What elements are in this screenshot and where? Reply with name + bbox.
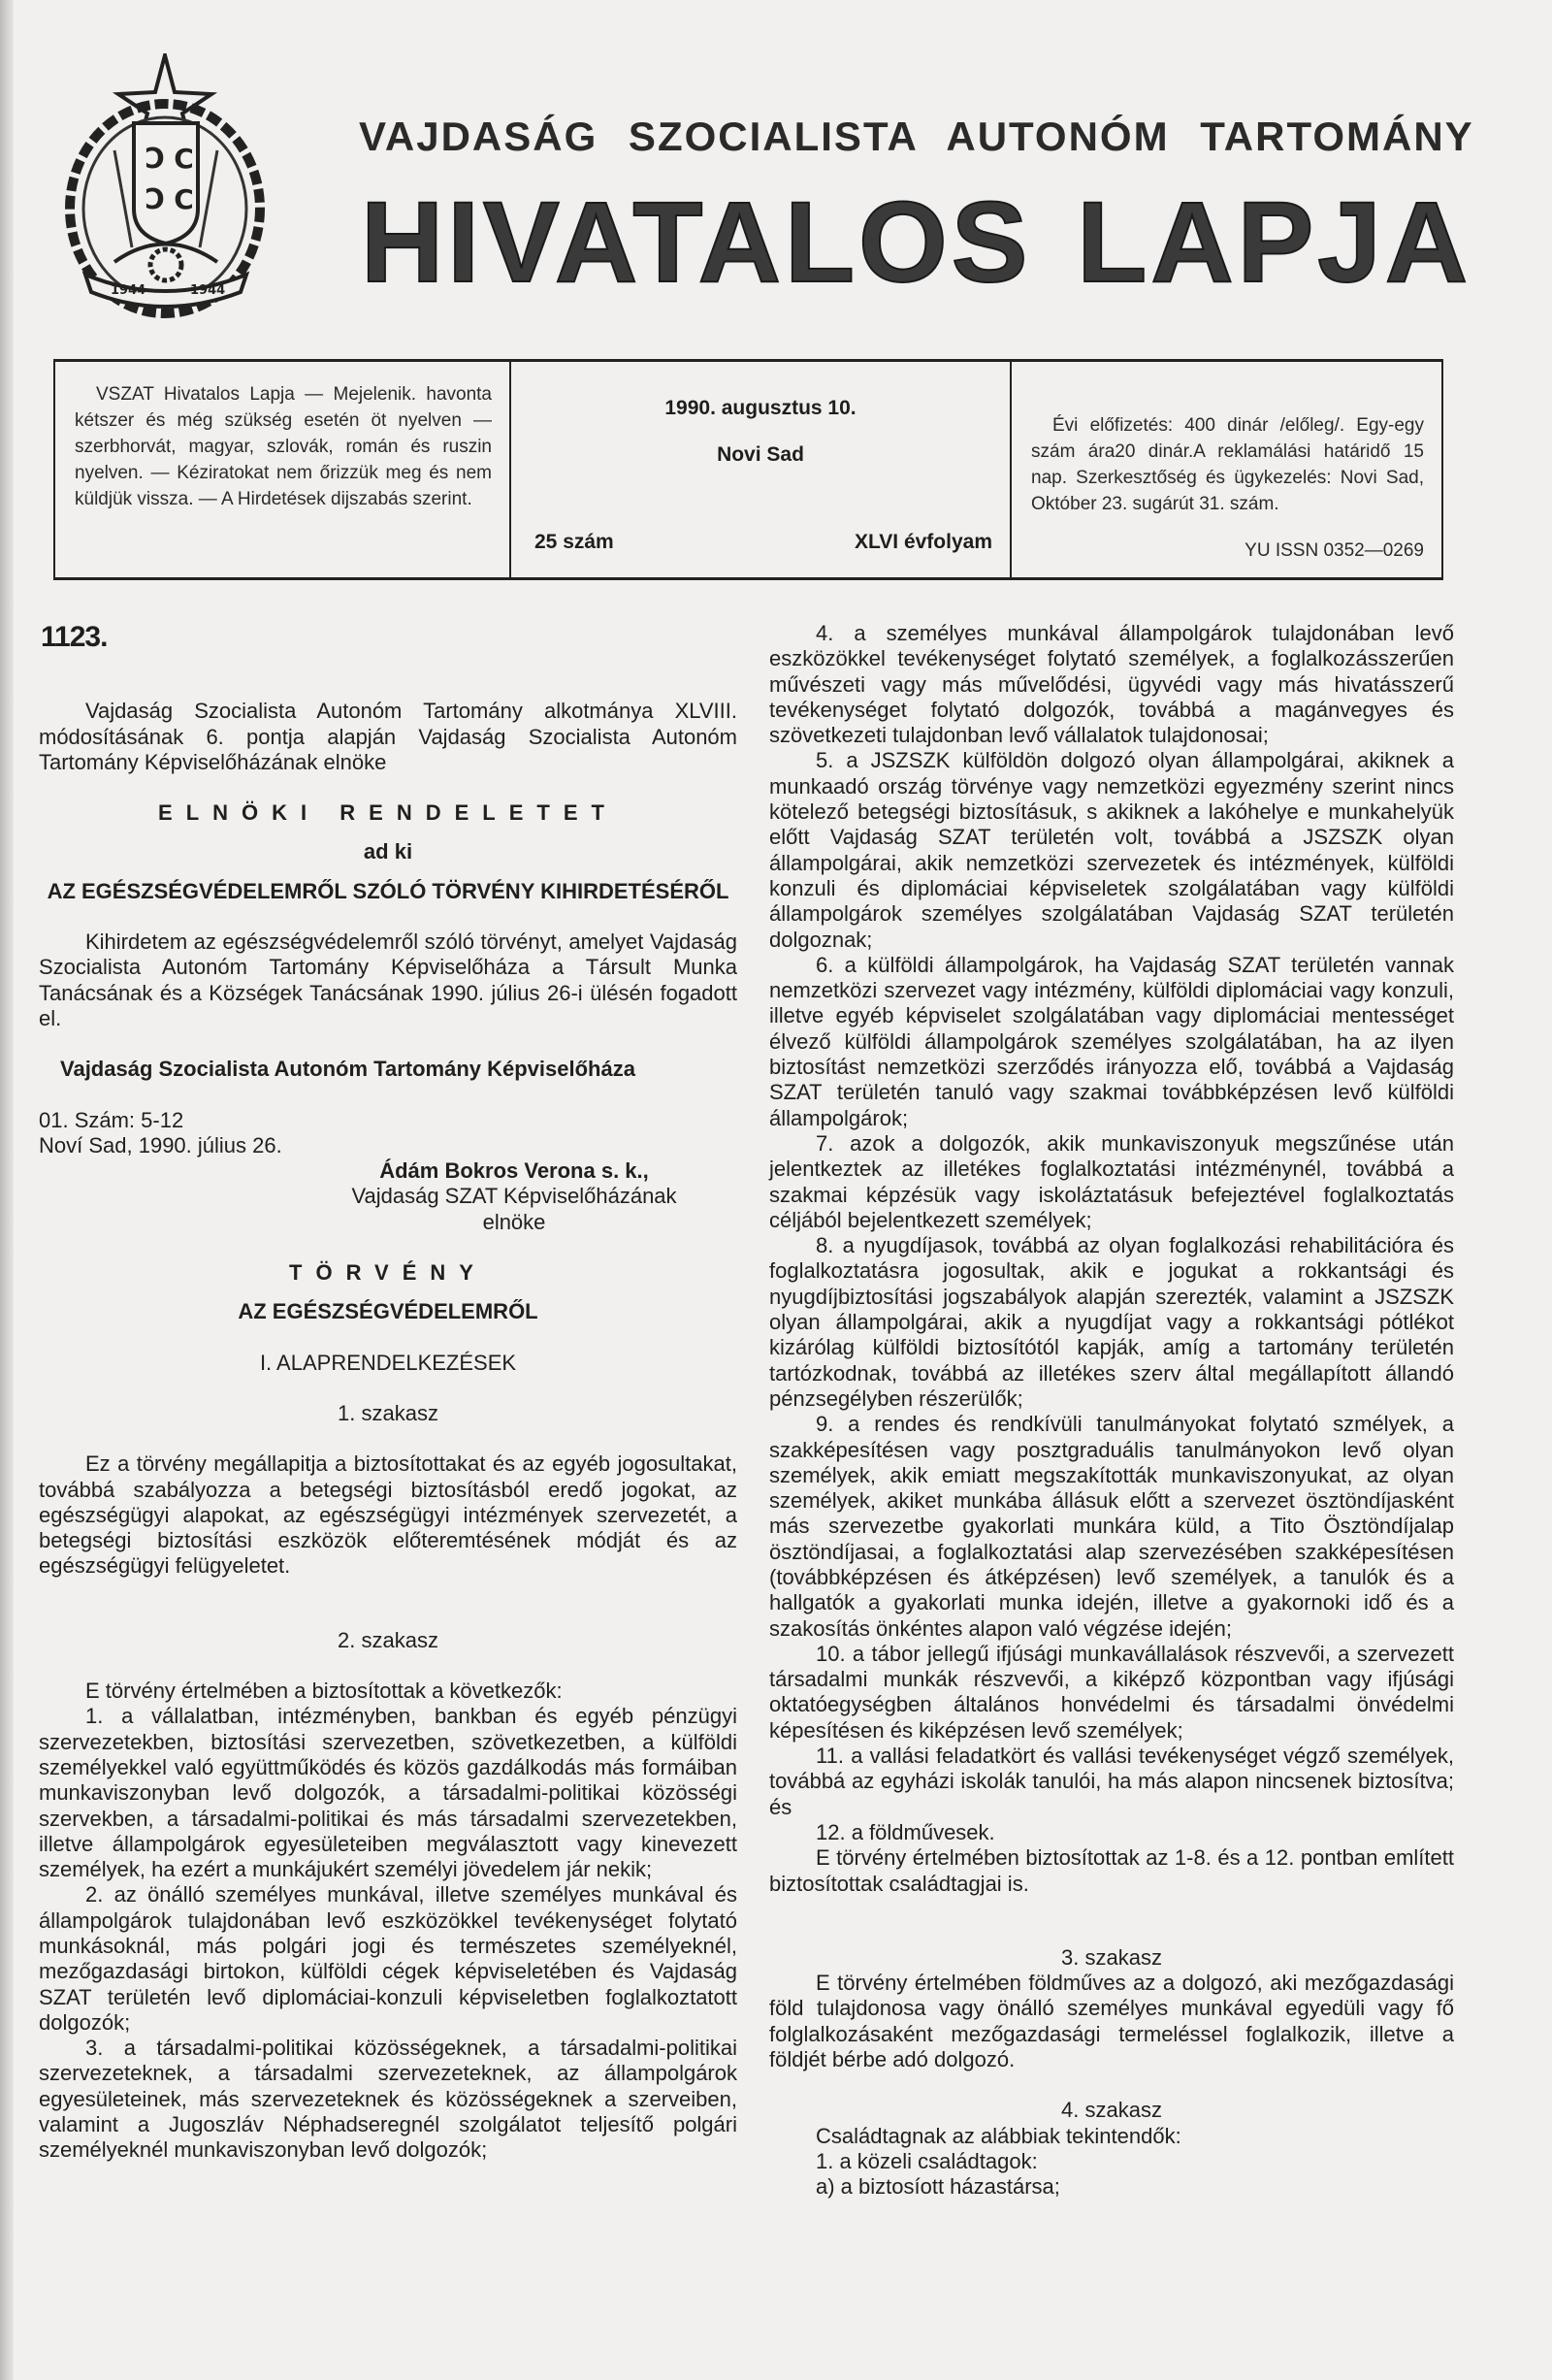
reference-place-date: Noví Sad, 1990. július 26.	[39, 1132, 282, 1157]
scan-edge-shadow	[0, 0, 14, 2380]
decree-subheading: ad ki	[363, 839, 413, 864]
issue-details	[511, 362, 1012, 577]
issue-volume: XLVI évfolyam	[855, 531, 992, 553]
left-column	[39, 621, 737, 2164]
section-2-item: 10. a tábor jellegű ifjúsági munkavállalások részvevői, a szervezett társadalmi munkák részvevői, a kiképző központban vagy ifjúsági oktatóegységben általános honvédelmi és társadalmi önvédelmi képesítésen és kiképzésen levő személyek;	[769, 1641, 1454, 1743]
section-2-item: 8. a nyugdíjasok, továbbá az olyan foglalkozási rehabilitációra és foglalkoztatásra jogosultak, akik e jogukat a rokkantsági és nyugdíjbiztosítási jogszabályok alapján szerezték, valamint a JSZSZK olyan állampolgárai, akik a nyugdíjat vagy a rokkantsági pótlékot kizárólag külföldi biztosítótól kapják, amíg a tartomány területén tartózkodnak, továbbá az illetékes szerv által megállapított állandó pénzsegélyben részerülők;	[769, 1233, 1454, 1411]
section-1-text: Ez a törvény megállapitja a biztosítottakat és az egyéb jogosultakat, továbbá szabályozza a betegségi biztosításból eredő jogokat, az egészségügyi alapokat, az egészségügyi intézmények szervezetét, a betegségi biztosítási eszközök előteremtésének módját és az egészségügyi felügyeletet.	[39, 1451, 737, 1579]
law-heading: TÖRVÉNY	[289, 1260, 487, 1286]
section-4-intro: Családtagnak az alábbiak tekintendők:	[816, 2123, 1181, 2148]
issue-number: 25 szám	[534, 531, 614, 553]
assembly-name: Vajdaság Szocialista Autonóm Tartomány Képviselőháza	[60, 1057, 635, 1082]
section-4-heading: 4. szakasz	[1061, 2098, 1162, 2123]
preamble: Vajdaság Szocialista Autonóm Tartomány alkotmánya XLVIII. módosításának 6. pontja alapján Vajdaság Szocialista Autonóm Tartomány Képviselőházának elnöke	[39, 699, 737, 774]
section-2-item: 1. a vállalatban, intézményben, bankban és egyéb pénzügyi szervezetekben, biztosítási szervezetben, szövetkezetben, a külföldi személyekkel való együttműködés és közös gazdálkodás más formáiban munkaviszonyban levő dolgozók, a társadalmi-politikai közösségi szervekben, a társadalmi-politikai és más társadalmi szervezetekben, illetve állampolgárok egyesületeiben megválasztott vagy kinevezett személyek, ha ezért a munkájukért személyi jövedelem jár nekik;	[39, 1704, 737, 1882]
section-2-item: 5. a JSZSZK külföldön dolgozó olyan állampolgárai, akiknek a munkaadó ország törvénye vagy nemzetközi egyezmény szerint nincs kötelező betegségi biztosításuk, s akiknek a lakóhelye e munkahelyük előtt Vajdaság SZAT területén volt, továbbá a JSZSZK olyan állampolgárai, akik nemzetközi szervezetek és intézmények, külföldi konzuli és diplomáciai képviseletek szolgálatában vagy külföldi állampolgárok személyes szolgálatában Vajdaság SZAT területén dolgoznak;	[769, 748, 1454, 952]
issue-date: 1990. augusztus 10.	[664, 397, 857, 419]
masthead-title: HIVATALOS LAPJA	[361, 179, 1472, 307]
section-4-subitem: a) a biztosíott házastársa;	[816, 2174, 1060, 2200]
section-2-item: 12. a földművesek.	[816, 1819, 995, 1844]
section-2-item: 11. a vallási feladatkört és vallási tevékenységet végző személyek, továbbá az egyházi iskolák tanulói, ha más alapon nincsenek biztosítva; és	[769, 1744, 1454, 1819]
signer-title: elnöke	[482, 1209, 546, 1234]
publication-about: VSZAT Hivatalos Lapja — Mejelenik. havonta kétszer és még szükség esetén öt nyelven — szerbhorvát, magyar, szlovák, román és ruszin nyelven. — Kéziratokat nem őrizzük meg és nem küldjük vissza. — A Hirdetések dijszabás szerint.	[55, 362, 511, 577]
signer-role: Vajdaság SZAT Képviselőházának	[351, 1184, 677, 1209]
section-3-heading: 3. szakasz	[1061, 1944, 1162, 1970]
part-heading: I. ALAPRENDELKEZÉSEK	[259, 1350, 517, 1375]
decree-heading: ELNÖKI RENDELETET	[158, 800, 618, 826]
promulgation-text: Kihirdetem az egészségvédelemről szóló törvényt, amelyet Vajdaság Szocialista Autonóm Tartomány Képviselőháza a Társult Munka Tanácsának és a Községek Tanácsának 1990. július 26-i ülésén fogadott el.	[39, 929, 737, 1030]
section-2-item: 4. a személyes munkával állampolgárok tulajdonában levő eszközökkel tevékenységet folytató személyek, a foglalkozásszerűen művészeti vagy más művelődési, ügyvédi vagy más hivatásszerű tevékenységet folytató dolgozók, továbbá a magánvegyes és szövetkezeti tulajdonban levő vállalatok tulajdonosai;	[769, 621, 1454, 748]
section-2-item: 7. azok a dolgozók, akik munkaviszonyuk megszűnése után jelentkeztek az illetékes foglalkoztatási intézménynél, továbbá a szakmai képzésük vagy iskoláztatásuk befejeztével foglalkoztatás céljából bejelentkezett személyek;	[769, 1130, 1454, 1232]
section-2-item: 3. a társadalmi-politikai közösségeknek, a társadalmi-politikai szervezeteknek, a társadalmi szervezeteknek, az állampolgárok egyesületeinek, más szervezeteknek és közösségeknek a szerveiben, valamint a Jugoszláv Néphadseregnél szolgálatot teljesítő polgári személyeknél munkaviszonyban levő dolgozók;	[39, 2036, 737, 2163]
subscription-info	[1012, 362, 1441, 577]
subscription-text: Évi előfizetés: 400 dinár /előleg/. Egy-egy szám ára20 dinár.A reklamálási határidő 15 nap. Szerkesztőség és ügykezelés: Novi Sad, Október 23. sugárút 31. szám.	[1031, 415, 1424, 514]
issue-city: Novi Sad	[717, 443, 804, 466]
svg-text:Ͻ C: Ͻ C	[146, 183, 194, 215]
emblem-ribbon-year-right: 1944	[190, 283, 226, 298]
law-title: AZ EGÉSZSÉGVÉDELEMRŐL	[238, 1299, 538, 1324]
issn-number: YU ISSN 0352—0269	[1245, 540, 1424, 561]
document-number: 1123.	[41, 621, 108, 653]
section-1-heading: 1. szakasz	[338, 1400, 438, 1425]
publication-info-box	[53, 359, 1443, 580]
emblem-ribbon-year-left: 1944	[111, 283, 146, 298]
masthead-subtitle: VAJDASÁG SZOCIALISTA AUTONÓM TARTOMÁNY	[359, 114, 1474, 159]
coat-of-arms-emblem-icon	[56, 53, 275, 320]
section-2-intro: E törvény értelmében a biztosítottak a következők:	[85, 1679, 563, 1704]
section-2-item: 9. a rendes és rendkívüli tanulmányokat folytató szmélyek, a szakképesítésen vagy posztgraduális tanulmányokon levő olyan személyek, akik emiatt megszakították munkaviszonyukat, az olyan személyek, akiket munkába állásuk előtt a szervezet ösztöndíjasként más szervezetbe gyakorlati munkára küld, a Tito Ösztöndíjalap ösztöndíjasai, a foglalkoztatási alap szervezésében szakképesítésen (továbbképzésen és átképzésen) levő személyek, a tanulók és a hallgatók a gyakorlati munka idején, illetve a gyakornoki idő és a szakosítás önkéntes alapon való végzése idején;	[769, 1412, 1454, 1641]
section-2-item: 6. a külföldi állampolgárok, ha Vajdaság SZAT területén vannak nemzetközi szervezet vagy intézmény, külföldi diplomáciai vagy konzuli, illetve egyéb képviselet szolgálatában vagy diplomáciai mentességet élvező külföldi állampolgárok személyes szolgálatában, ha az ilyen biztosítást nemzetközi szerződés irányozza elő, továbbá a Vajdaság SZAT területén tanuló vagy szakmai továbbképzésen levő külföldi állampolgárok;	[769, 952, 1454, 1130]
svg-text:Ͻ C: Ͻ C	[146, 143, 194, 175]
family-note: E törvény értelmében biztosítottak az 1-8. és a 12. pontban említett biztosítottak családtagjai is.	[769, 1845, 1454, 1896]
section-2-item: 2. az önálló személyes munkával, illetve személyes munkával és állampolgárok tulajdonában levő eszközökkel tevékenységet folytató munkásoknál, más polgári jogi és természetes személyeknél, mezőgazdasági birtokon, külföldi cégek képviseletében és Vajdaság SZAT területén levő diplomáciai-konzuli képviseletben foglalkoztatott dolgozók;	[39, 1882, 737, 2035]
section-3-text: E törvény értelmében földműves az a dolgozó, aki mezőgazdasági föld tulajdonosa vagy önálló személyes munkával egyedüli vagy fő folglalkozásaként mezőgazdasági termeléssel foglalkozik, illetve a földjét bérbe adó dolgozó.	[769, 1971, 1454, 2072]
section-4-item: 1. a közeli családtagok:	[816, 2148, 1038, 2173]
decree-title: AZ EGÉSZSÉGVÉDELEMRŐL SZÓLÓ TÖRVÉNY KIHIRDETÉSÉRŐL	[47, 878, 729, 903]
signer-name: Ádám Bokros Verona s. k.,	[379, 1158, 649, 1184]
right-column	[769, 621, 1454, 2201]
section-2-heading: 2. szakasz	[338, 1627, 438, 1652]
reference-number: 01. Szám: 5-12	[39, 1107, 184, 1132]
